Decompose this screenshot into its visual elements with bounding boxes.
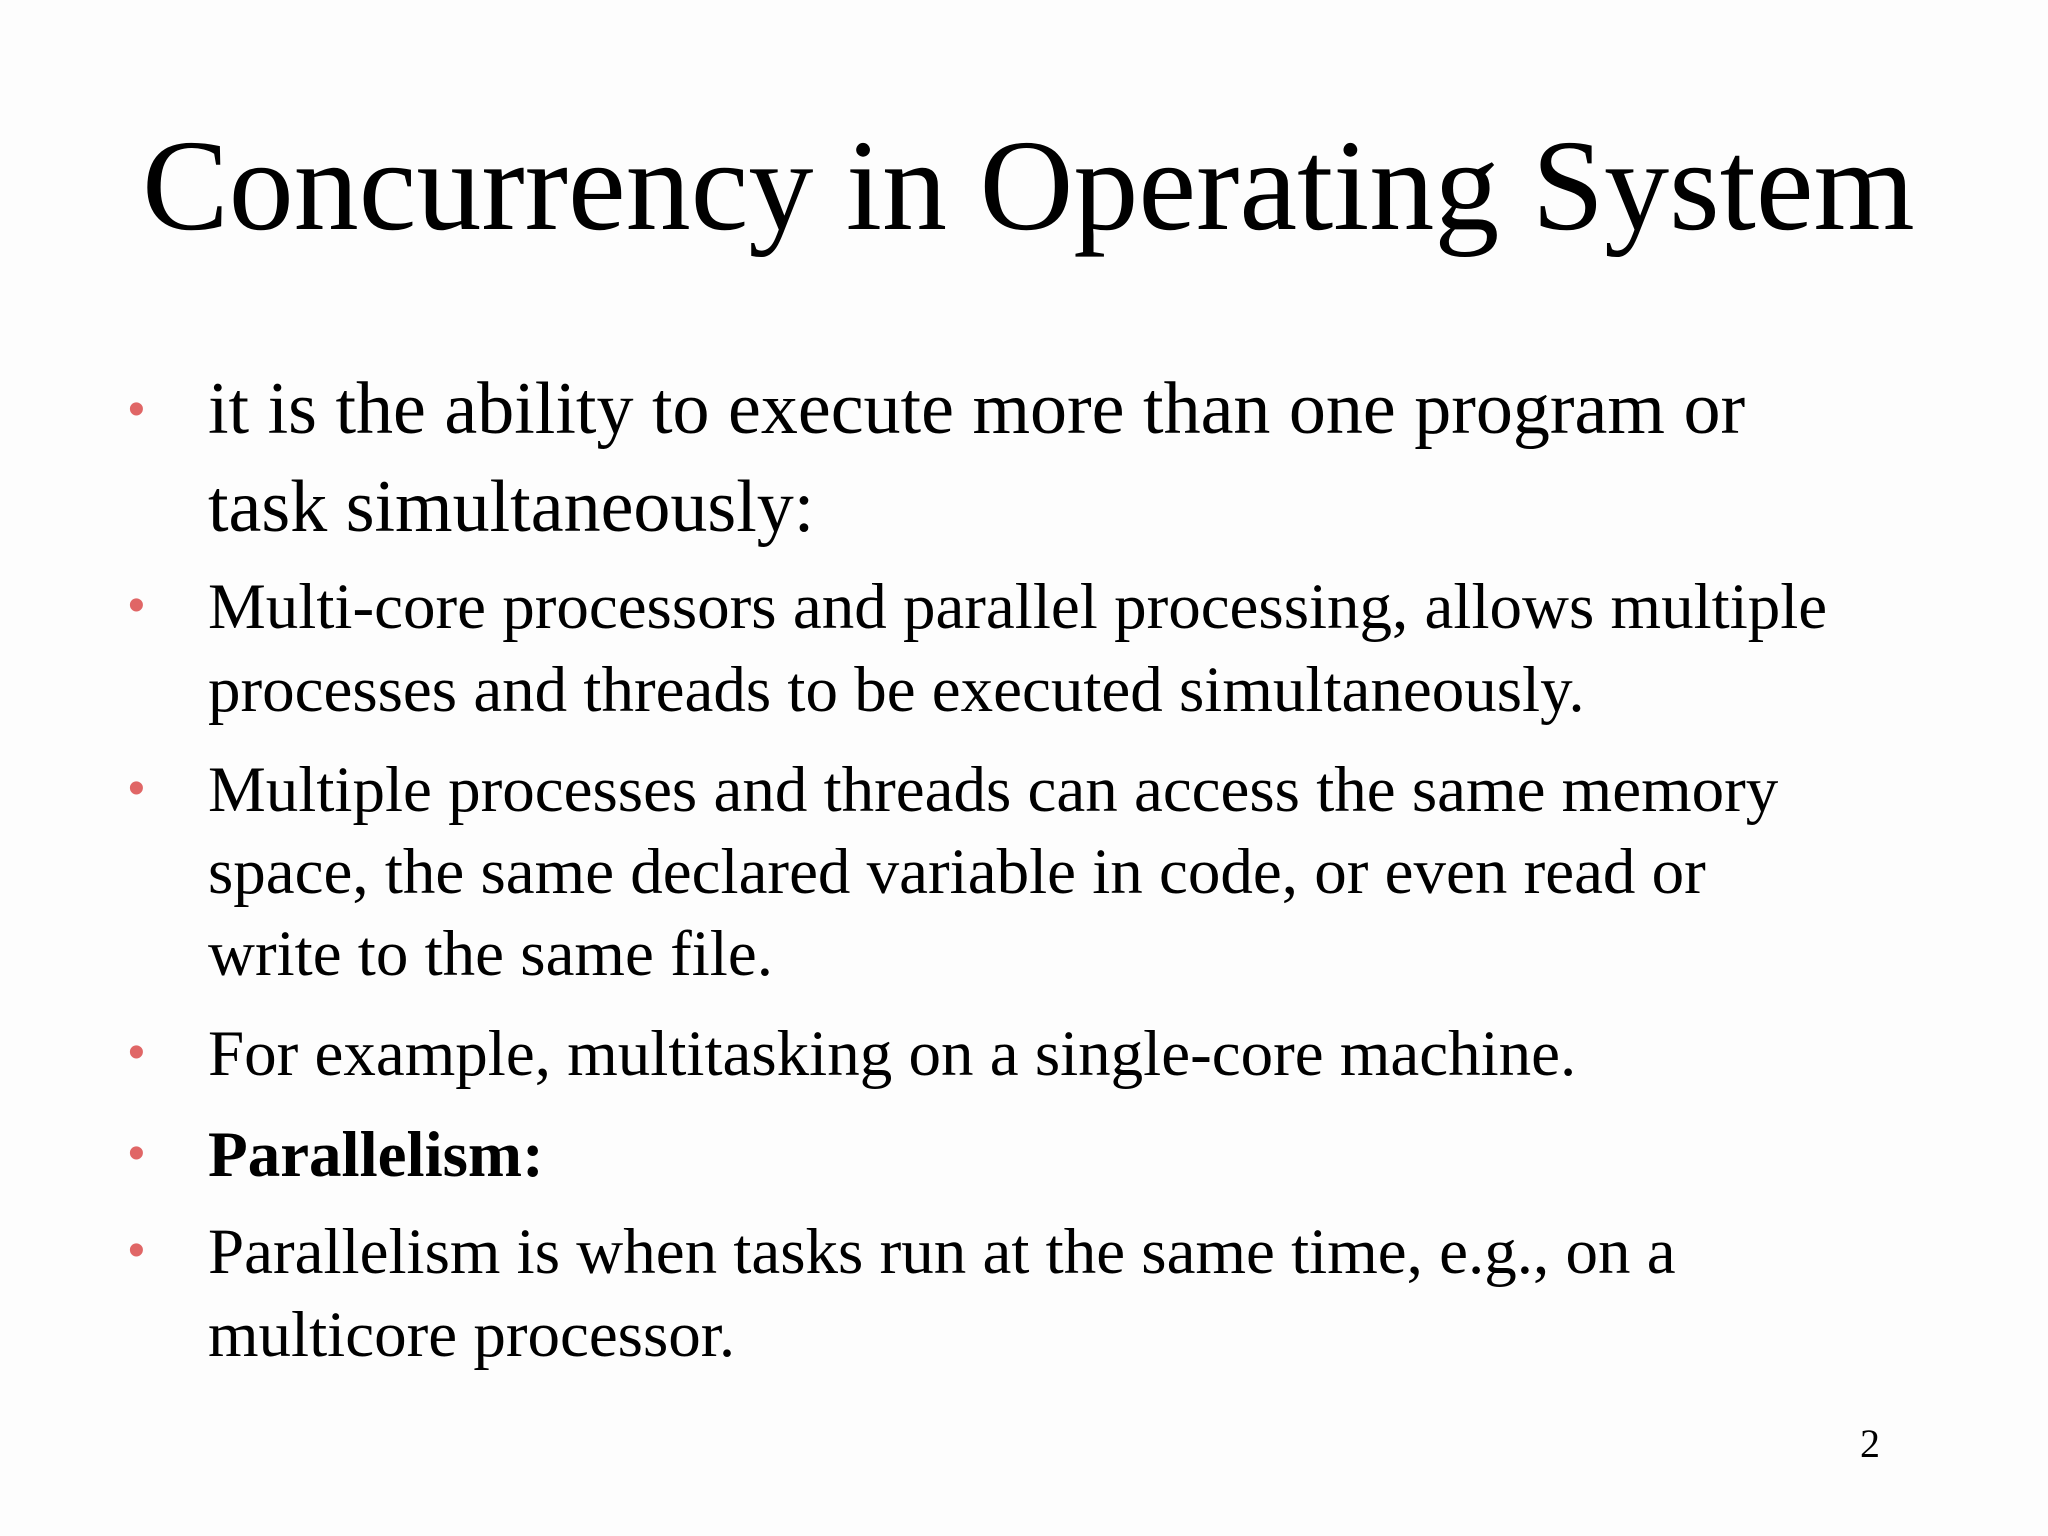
bullet-text: it is the ability to execute more than one program or task simultaneously: <box>208 368 1746 548</box>
bullet-dot-icon: • <box>128 1224 145 1277</box>
bullet-dot-icon: • <box>128 579 145 632</box>
bullet-dot-icon: • <box>128 1127 145 1180</box>
bullet-dot-icon: • <box>128 383 145 436</box>
bullet-dot-icon: • <box>128 1026 145 1079</box>
bullet-text: Parallelism is when tasks run at the same time, e.g., on a multicore processor. <box>208 1216 1676 1371</box>
bullet-dot-icon: • <box>128 762 145 815</box>
bullet-text: For example, multitasking on a single-core machine. <box>208 1018 1577 1090</box>
bullet-text: Multi-core processors and parallel processing, allows multiple processes and threads to be executed simultaneously. <box>208 571 1828 726</box>
bullet-text: Multiple processes and threads can access the same memory space, the same declared variable in code, or even read or write to the same file. <box>208 754 1779 990</box>
bullet-text-bold: Parallelism: <box>208 1119 544 1191</box>
slide-title: Concurrency in Operating System <box>142 114 1915 258</box>
page-number: 2 <box>1860 1421 1880 1466</box>
